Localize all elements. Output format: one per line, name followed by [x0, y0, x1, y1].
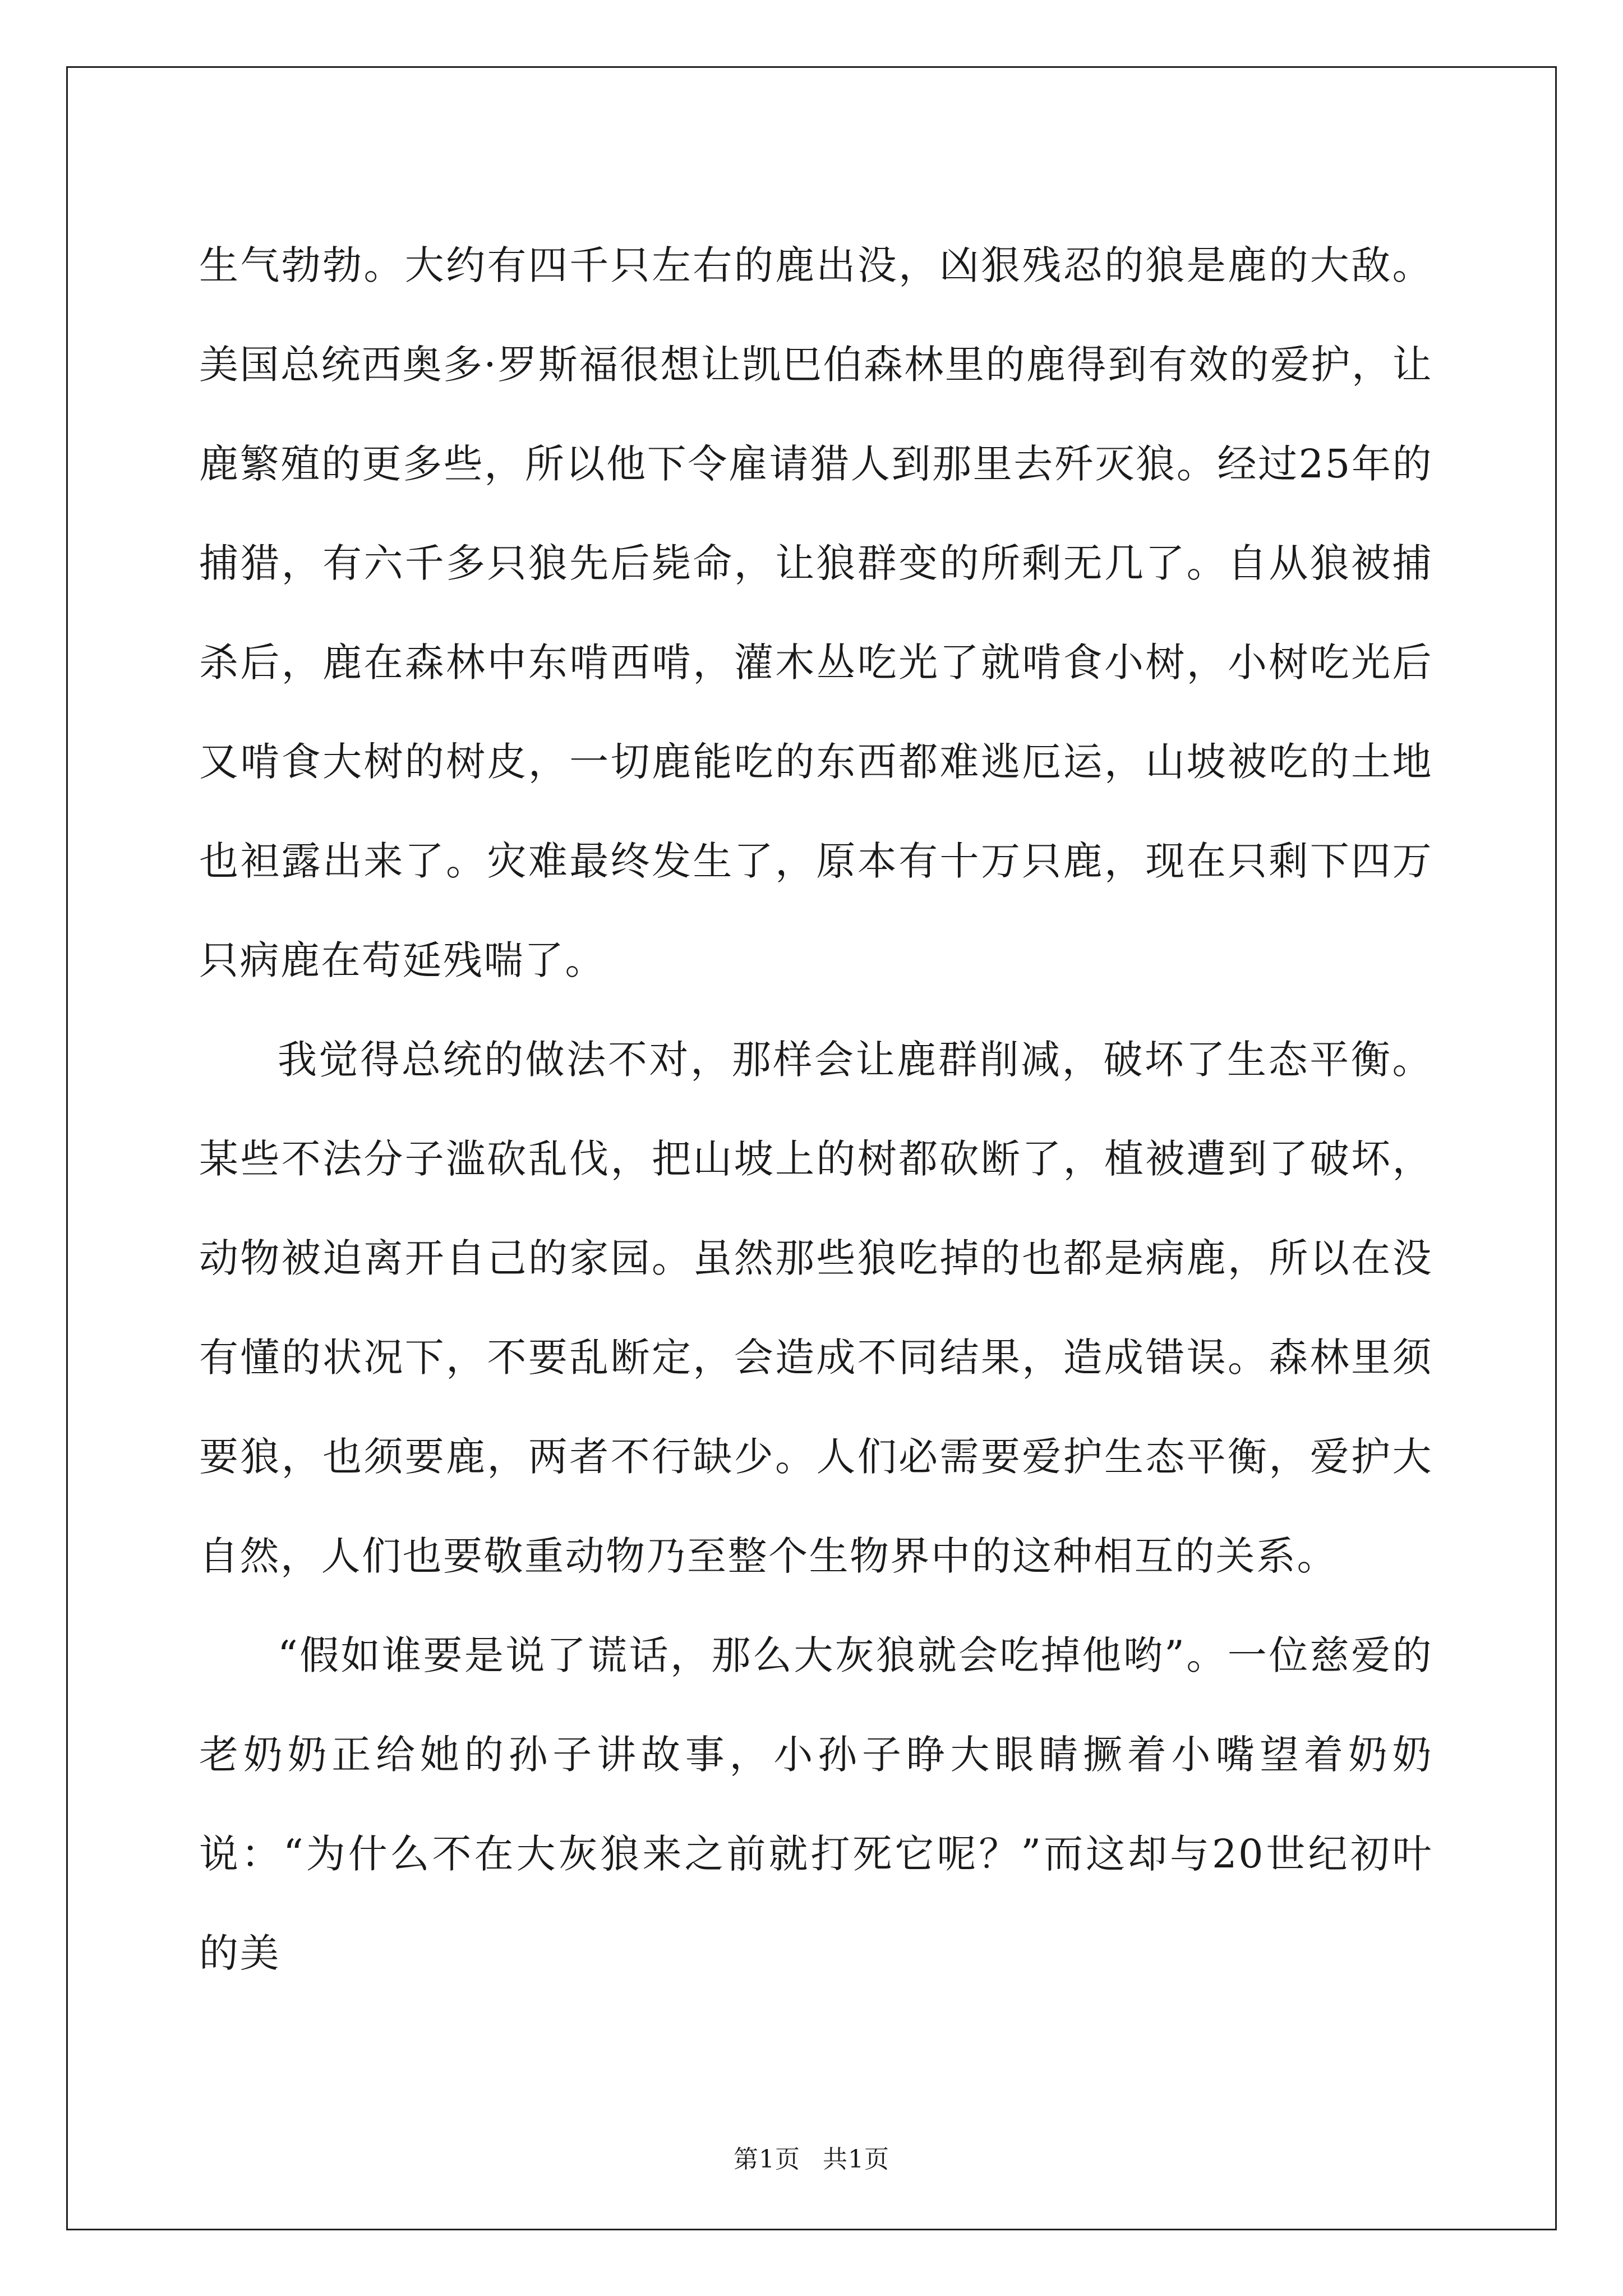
paragraph-3: “假如谁要是说了谎话，那么大灰狼就会吃掉他哟”。一位慈爱的老奶奶正给她的孙子讲故事，小孙子睁大眼睛撅着小嘴望着奶奶说：“为什么不在大灰狼来之前就打死它呢？”而这却与20世纪初叶的美: [199, 1632, 1433, 1976]
page-footer: [0, 2143, 1623, 2177]
paragraph-1: 生气勃勃。大约有四千只左右的鹿出没，凶狠残忍的狼是鹿的大敌。美国总统西奥多·罗斯福很想让凯巴伯森林里的鹿得到有效的爱护，让鹿繁殖的更多些，所以他下令雇请猎人到那里去歼灭狼。经过25年的捕猎，有六千多只狼先后毙命，让狼群变的所剩无几了。自从狼被捕杀后，鹿在森林中东啃西啃，灌木丛吃光了就啃食小树，小树吃光后又啃食大树的树皮，一切鹿能吃的东西都难逃厄运，山坡被吃的土地也袒露出来了。灾难最终发生了，原本有十万只鹿，现在只剩下四万只病鹿在苟延残喘了。: [199, 242, 1433, 983]
paragraph-2: 我觉得总统的做法不对，那样会让鹿群削减，破坏了生态平衡。某些不法分子滥砍乱伐，把山坡上的树都砍断了，植被遭到了破坏，动物被迫离开自己的家园。虽然那些狼吃掉的也都是病鹿，所以在没有懂的状况下，不要乱断定，会造成不同结果，造成错误。森林里须要狼，也须要鹿，两者不行缺少。人们必需要爱护生态平衡，爱护大自然，人们也要敬重动物乃至整个生物界中的这种相互的关系。: [199, 1037, 1433, 1579]
document-body: [199, 216, 1433, 2003]
page-total: 共1页: [823, 2145, 889, 2174]
page-number: 第1页: [734, 2145, 800, 2174]
